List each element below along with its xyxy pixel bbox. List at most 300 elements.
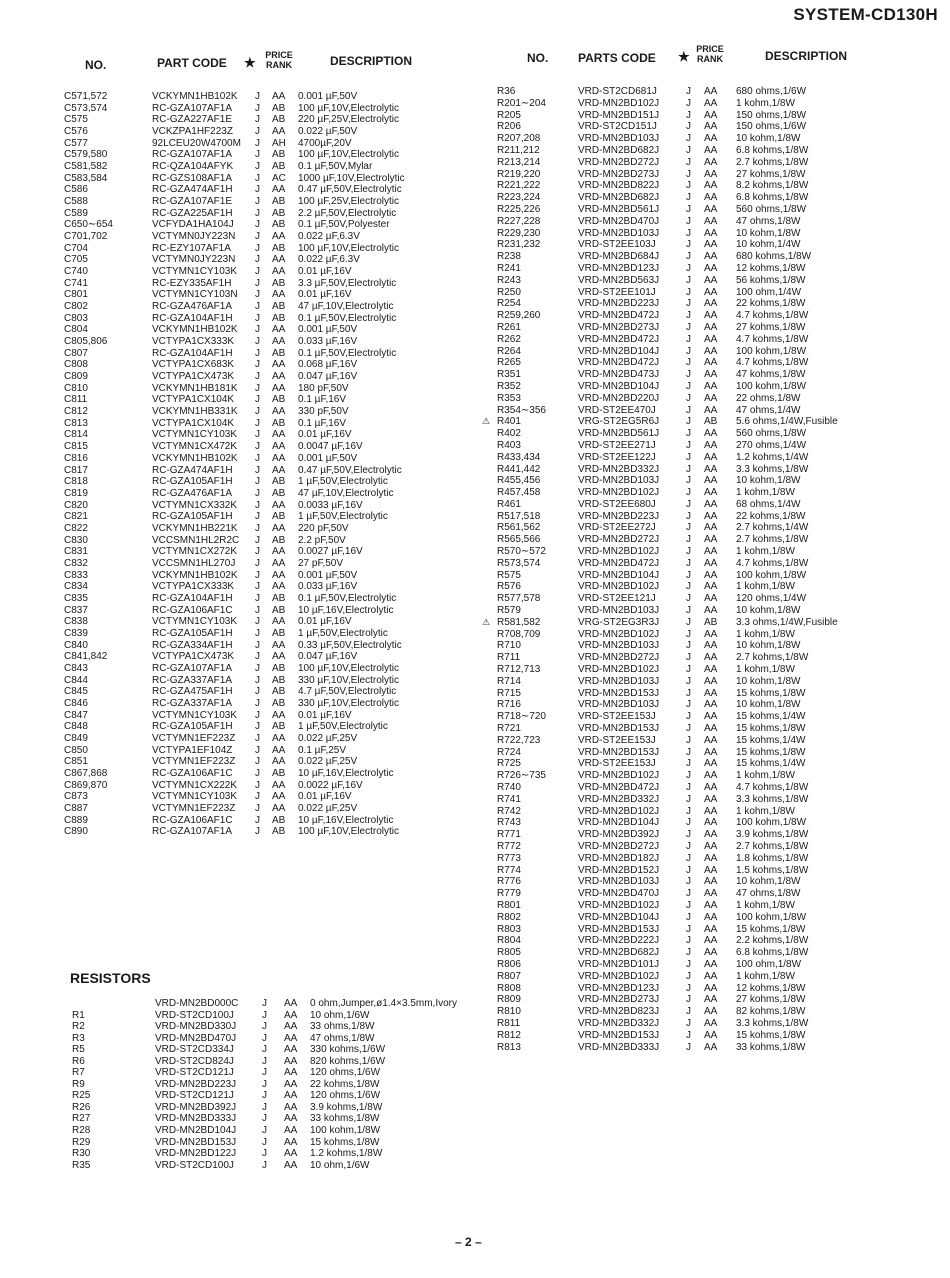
price-rank: AA <box>272 359 286 371</box>
description: 6.8 kohms,1/8W <box>736 192 809 204</box>
description: 0.01 µF,16V <box>298 709 352 721</box>
part-code: RC-GZA105AF1H <box>152 476 233 488</box>
part-no: R461 <box>497 498 521 510</box>
cell-j: J <box>255 662 260 674</box>
resistor-list-right <box>480 86 950 1053</box>
table-row <box>0 1125 480 1137</box>
description: 10 µF,16V,Electrolytic <box>298 767 394 779</box>
description: 47 kohms,1/8W <box>736 369 806 381</box>
cell-j: J <box>686 522 691 534</box>
price-rank: AA <box>704 593 718 605</box>
page-number: – 2 – <box>455 1235 482 1249</box>
price-rank: AA <box>704 333 718 345</box>
table-row <box>0 721 480 733</box>
part-code: RC-GZA106AF1C <box>152 814 233 826</box>
table-row <box>480 511 950 523</box>
warning-icon: ⚠ <box>482 616 491 627</box>
part-code: VCTYMN1CX222K <box>152 779 238 791</box>
table-row <box>0 1079 480 1091</box>
table-row <box>0 675 480 687</box>
part-no: R577,578 <box>497 593 541 605</box>
table-row <box>0 745 480 757</box>
price-rank: AA <box>272 499 286 511</box>
description: 1 kohm,1/8W <box>736 664 795 676</box>
part-code: VRD-MN2BD682J <box>578 192 660 204</box>
table-row <box>480 699 950 711</box>
part-code: VRD-MN2BD153J <box>578 687 660 699</box>
part-no: C812 <box>64 406 88 418</box>
part-no: R579 <box>497 605 521 617</box>
price-rank: AA <box>704 734 718 746</box>
cell-j: J <box>686 475 691 487</box>
cell-j: J <box>686 392 691 404</box>
description: 4.7 kohms,1/8W <box>736 782 809 794</box>
price-rank: AB <box>272 767 286 779</box>
table-row <box>0 161 480 173</box>
cell-j: J <box>255 441 260 453</box>
part-no: R773 <box>497 852 521 864</box>
price-rank: AA <box>704 97 718 109</box>
table-row <box>480 1030 950 1042</box>
price-rank: AA <box>272 639 286 651</box>
part-code: RC-GZA475AF1H <box>152 686 233 698</box>
description: 12 kohms,1/8W <box>736 262 806 274</box>
part-no: R561,562 <box>497 522 541 534</box>
part-no: C575 <box>64 114 88 126</box>
description: 0.033 µF,16V <box>298 581 358 593</box>
description: 100 µF,25V,Electrolytic <box>298 196 400 208</box>
cell-j: J <box>686 876 691 888</box>
table-row <box>0 581 480 593</box>
header-description-left: DESCRIPTION <box>330 54 413 68</box>
price-rank: AA <box>272 382 286 394</box>
part-code: VRD-MN2BD472J <box>578 782 660 794</box>
price-rank: AA <box>272 91 286 102</box>
price-rank: AA <box>704 451 718 463</box>
description: 10 µF,16V,Electrolytic <box>298 814 394 826</box>
part-code: RC-GZA105AF1H <box>152 627 233 639</box>
table-row <box>0 1067 480 1079</box>
cell-j: J <box>686 805 691 817</box>
part-no: C741 <box>64 277 88 289</box>
cell-j: J <box>255 534 260 546</box>
part-code: VRD-MN2BD222J <box>578 935 660 947</box>
price-rank: AA <box>704 711 718 723</box>
table-row <box>480 829 950 841</box>
table-row <box>0 511 480 523</box>
table-row <box>480 676 950 688</box>
part-no: C803 <box>64 312 88 324</box>
part-no: R517,518 <box>497 510 541 522</box>
cell-j: J <box>255 814 260 826</box>
table-row <box>0 1148 480 1160</box>
description: 22 kohms,1/8W <box>736 298 806 310</box>
table-row <box>0 1056 480 1068</box>
price-rank: AA <box>704 251 718 263</box>
part-no: R259,260 <box>497 310 541 322</box>
table-row <box>0 998 480 1010</box>
table-row <box>480 959 950 971</box>
part-code: VRD-MN2BD272J <box>578 156 660 168</box>
price-rank: AA <box>284 1009 298 1021</box>
price-rank: AB <box>272 196 286 208</box>
cell-j: J <box>255 464 260 476</box>
part-no: C845 <box>64 686 88 698</box>
cell-j: J <box>255 371 260 383</box>
cell-j: J <box>686 770 691 782</box>
part-code: VRD-MN2BD330J <box>155 1021 237 1033</box>
part-no: R238 <box>497 251 521 263</box>
cell-j: J <box>686 180 691 192</box>
description: 330 kohms,1/6W <box>310 1044 386 1056</box>
part-no: C577 <box>64 137 88 149</box>
table-row <box>480 876 950 888</box>
description: 15 kohms,1/8W <box>736 1029 806 1041</box>
cell-j: J <box>255 499 260 511</box>
description: 1 kohm,1/8W <box>736 581 795 593</box>
price-rank: AA <box>704 699 718 711</box>
cell-j: J <box>686 616 691 628</box>
table-row <box>0 1137 480 1149</box>
part-code: VRD-ST2CD824J <box>155 1055 234 1067</box>
header-star-left: ★ <box>244 55 256 70</box>
part-no: R581,582 <box>497 616 541 628</box>
description: 47 ohms,1/8W <box>310 1032 375 1044</box>
description: 1.8 kohms,1/8W <box>736 852 809 864</box>
table-row <box>0 616 480 628</box>
table-row <box>0 815 480 827</box>
part-code: VRD-MN2BD151J <box>578 109 660 121</box>
description: 4.7 kohms,1/8W <box>736 557 809 569</box>
part-code: RC-GZA106AF1C <box>152 604 233 616</box>
description: 1 kohm,1/8W <box>736 97 795 109</box>
table-row <box>0 465 480 477</box>
part-no: R221,222 <box>497 180 541 192</box>
price-rank: AB <box>272 511 286 523</box>
price-rank: AA <box>704 121 718 133</box>
table-row <box>0 336 480 348</box>
part-code: VCKZPA1HF223Z <box>152 126 233 138</box>
part-no: C821 <box>64 511 88 523</box>
price-rank: AA <box>284 1032 298 1044</box>
table-row <box>480 157 950 169</box>
cell-j: J <box>686 958 691 970</box>
part-no: C835 <box>64 592 88 604</box>
cell-j: J <box>255 301 260 313</box>
cell-j: J <box>686 215 691 227</box>
cell-j: J <box>255 347 260 359</box>
price-rank: AA <box>704 156 718 168</box>
description: 15 kohms,1/8W <box>736 687 806 699</box>
cell-j: J <box>255 639 260 651</box>
table-row <box>480 581 950 593</box>
part-no: C571,572 <box>64 91 108 102</box>
header-description-right: DESCRIPTION <box>765 49 848 63</box>
part-code: RC-GZA337AF1A <box>152 674 233 686</box>
cell-j: J <box>255 231 260 243</box>
description: 6.8 kohms,1/8W <box>736 144 809 156</box>
part-code: VRD-ST2EE680J <box>578 498 656 510</box>
description: 0.1 µF,50V,Electrolytic <box>298 312 397 324</box>
part-code: RC-GZS108AF1A <box>152 172 233 184</box>
part-code: VCTYMN0JY223N <box>152 231 236 243</box>
part-no: C586 <box>64 184 88 196</box>
table-row <box>0 1010 480 1022</box>
cell-j: J <box>686 782 691 794</box>
price-rank: AB <box>272 277 286 289</box>
description: 0.01 µF,16V <box>298 616 352 628</box>
part-code: VRD-MN2BD152J <box>578 864 660 876</box>
part-code: VRD-MN2BD104J <box>578 911 660 923</box>
part-no: R772 <box>497 841 521 852</box>
table-row <box>480 133 950 145</box>
table-row <box>480 263 950 275</box>
description: 15 kohms,1/4W <box>736 734 806 746</box>
table-row <box>0 488 480 500</box>
price-rank: AB <box>272 721 286 733</box>
table-row <box>0 453 480 465</box>
table-row <box>480 912 950 924</box>
price-rank: AA <box>704 86 718 97</box>
description: 220 pF,50V <box>298 522 349 534</box>
table-row <box>480 853 950 865</box>
cell-j: J <box>262 1148 267 1160</box>
table-row <box>0 383 480 395</box>
cell-j: J <box>255 697 260 709</box>
part-code: VRD-MN2BD561J <box>578 203 660 215</box>
description: 27 pF,50V <box>298 557 344 569</box>
description: 0.1 µF,50V,Electrolytic <box>298 347 397 359</box>
part-no: C873 <box>64 791 88 803</box>
description: 10 kohm,1/8W <box>736 475 801 487</box>
description: 0.0047 µF,16V <box>298 441 363 453</box>
part-no: C811 <box>64 394 88 406</box>
cell-j: J <box>686 652 691 664</box>
cell-j: J <box>255 546 260 558</box>
part-no: C851 <box>64 756 88 768</box>
price-rank: AB <box>272 347 286 359</box>
table-row <box>0 301 480 313</box>
price-rank: AA <box>704 1041 718 1053</box>
part-code: VRD-MN2BD272J <box>578 841 660 852</box>
description: 15 kohms,1/8W <box>736 923 806 935</box>
cell-j: J <box>262 1021 267 1033</box>
cell-j: J <box>262 1067 267 1079</box>
part-code: VCKYMN1HB102K <box>152 452 238 464</box>
cell-j: J <box>255 91 260 102</box>
price-rank: AB <box>272 417 286 429</box>
description: 2.2 pF,50V <box>298 534 346 546</box>
cell-j: J <box>686 982 691 994</box>
description: 1 kohm,1/8W <box>736 899 795 911</box>
price-rank: AA <box>272 429 286 441</box>
price-rank: AA <box>704 510 718 522</box>
table-row <box>480 817 950 829</box>
cell-j: J <box>255 581 260 593</box>
description: 0.022 µF,25V <box>298 756 358 768</box>
part-no: R724 <box>497 746 521 758</box>
price-rank: AA <box>704 428 718 440</box>
part-no: R206 <box>497 121 521 133</box>
cell-j: J <box>686 251 691 263</box>
description: 15 kohms,1/4W <box>736 711 806 723</box>
price-rank: AA <box>704 758 718 770</box>
table-row <box>480 287 950 299</box>
description: 820 kohms,1/6W <box>310 1055 386 1067</box>
part-code: RC-GZA106AF1C <box>152 767 233 779</box>
description: 0.01 µF,16V <box>298 289 352 301</box>
description: 150 ohms,1/6W <box>736 121 807 133</box>
table-row <box>0 780 480 792</box>
description: 15 kohms,1/8W <box>736 746 806 758</box>
cell-j: J <box>255 406 260 418</box>
price-rank: AB <box>704 616 718 628</box>
price-rank: AA <box>704 522 718 534</box>
price-rank: AA <box>704 168 718 180</box>
price-rank: AA <box>284 1090 298 1102</box>
table-row <box>0 605 480 617</box>
part-code: VCTYPA1CX104K <box>152 394 235 406</box>
table-row <box>480 110 950 122</box>
part-no: C581,582 <box>64 161 108 173</box>
description: 100 ohm,1/4W <box>736 286 802 298</box>
price-rank: AA <box>704 321 718 333</box>
table-row <box>480 782 950 794</box>
part-code: VCTYPA1CX473K <box>152 651 235 663</box>
price-rank: AB <box>272 149 286 161</box>
table-row <box>0 406 480 418</box>
part-no: C573,574 <box>64 102 108 114</box>
part-code: VRD-MN2BD470J <box>578 888 660 900</box>
part-no: R219,220 <box>497 168 541 180</box>
price-rank: AB <box>272 476 286 488</box>
part-code: VRD-MN2BD102J <box>578 970 660 982</box>
part-no: C841,842 <box>64 651 108 663</box>
price-rank: AB <box>272 604 286 616</box>
table-row <box>480 499 950 511</box>
description: 8.2 kohms,1/8W <box>736 180 809 192</box>
cell-j: J <box>686 1017 691 1029</box>
price-rank: AA <box>704 380 718 392</box>
description: 1 kohm,1/8W <box>736 970 795 982</box>
part-no: R811 <box>497 1017 521 1029</box>
part-no: R575 <box>497 569 521 581</box>
part-code: RC-GZA225AF1H <box>152 207 233 219</box>
cell-j: J <box>255 114 260 126</box>
part-no: C840 <box>64 639 88 651</box>
price-rank: AA <box>704 1006 718 1018</box>
description: 1 µF,50V,Electrolytic <box>298 721 388 733</box>
price-rank: AB <box>272 102 286 114</box>
part-code: VRD-ST2CD100J <box>155 1159 234 1171</box>
part-no: C807 <box>64 347 88 359</box>
cell-j: J <box>686 463 691 475</box>
cell-j: J <box>255 522 260 534</box>
table-row <box>480 452 950 464</box>
part-code: VRD-MN2BD102J <box>578 770 660 782</box>
description: 0 ohm,Jumper,ø1.4×3.5mm,Ivory <box>310 998 458 1009</box>
part-no: R3 <box>72 1032 85 1044</box>
cell-j: J <box>686 321 691 333</box>
part-no: C847 <box>64 709 88 721</box>
part-no: R28 <box>72 1125 91 1137</box>
part-no: C589 <box>64 207 88 219</box>
description: 3.3 kohms,1/8W <box>736 463 809 475</box>
part-no: C576 <box>64 126 88 138</box>
cell-j: J <box>686 86 691 97</box>
cell-j: J <box>255 452 260 464</box>
table-row <box>0 149 480 161</box>
part-no: R26 <box>72 1101 91 1113</box>
table-row <box>480 652 950 664</box>
table-row <box>480 310 950 322</box>
price-rank: AA <box>272 581 286 593</box>
price-rank: AB <box>272 487 286 499</box>
part-no: R27 <box>72 1113 91 1125</box>
cell-j: J <box>255 686 260 698</box>
table-row <box>0 371 480 383</box>
description: 15 kohms,1/8W <box>310 1136 380 1148</box>
price-rank: AC <box>272 172 286 184</box>
price-rank: AA <box>704 841 718 852</box>
description: 10 kohm,1/8W <box>736 876 801 888</box>
description: 3.9 kohms,1/8W <box>310 1101 383 1113</box>
description: 10 kohm,1/8W <box>736 227 801 239</box>
cell-j: J <box>686 888 691 900</box>
table-row <box>0 535 480 547</box>
part-no: R805 <box>497 947 521 959</box>
table-row <box>480 145 950 157</box>
description: 2.2 kohms,1/8W <box>736 935 809 947</box>
price-rank: AA <box>272 266 286 278</box>
part-code: VRD-MN2BD682J <box>578 947 660 959</box>
cell-j: J <box>686 168 691 180</box>
part-no: R7 <box>72 1067 85 1079</box>
part-code: VRD-MN2BD102J <box>578 546 660 558</box>
price-rank: AA <box>284 1021 298 1033</box>
price-rank: AA <box>704 487 718 499</box>
cell-j: J <box>262 1044 267 1056</box>
table-row <box>480 688 950 700</box>
price-rank: AA <box>704 262 718 274</box>
description: 100 kohm,1/8W <box>736 817 807 829</box>
price-rank: AA <box>284 1125 298 1137</box>
table-row <box>0 103 480 115</box>
part-code: RC-GZA337AF1A <box>152 697 233 709</box>
description: 33 kohms,1/8W <box>736 1041 806 1053</box>
part-no: R774 <box>497 864 521 876</box>
price-rank: AA <box>704 664 718 676</box>
part-no: R708,709 <box>497 628 541 640</box>
part-code: VRD-MN2BD104J <box>578 817 660 829</box>
description: 100 kohm,1/8W <box>736 911 807 923</box>
page-title: SYSTEM-CD130H <box>793 5 938 24</box>
price-rank: AA <box>704 133 718 145</box>
cell-j: J <box>686 498 691 510</box>
part-no: R808 <box>497 982 521 994</box>
cell-j: J <box>255 779 260 791</box>
table-row <box>0 476 480 488</box>
description: 100 µF,10V,Electrolytic <box>298 242 400 254</box>
table-row <box>480 275 950 287</box>
part-code: VRD-ST2CD681J <box>578 86 657 97</box>
part-no: C805,806 <box>64 336 108 348</box>
description: 10 ohm,1/6W <box>310 1159 370 1171</box>
price-rank: AB <box>272 814 286 826</box>
table-row <box>0 441 480 453</box>
table-row <box>0 1033 480 1045</box>
table-row <box>0 324 480 336</box>
